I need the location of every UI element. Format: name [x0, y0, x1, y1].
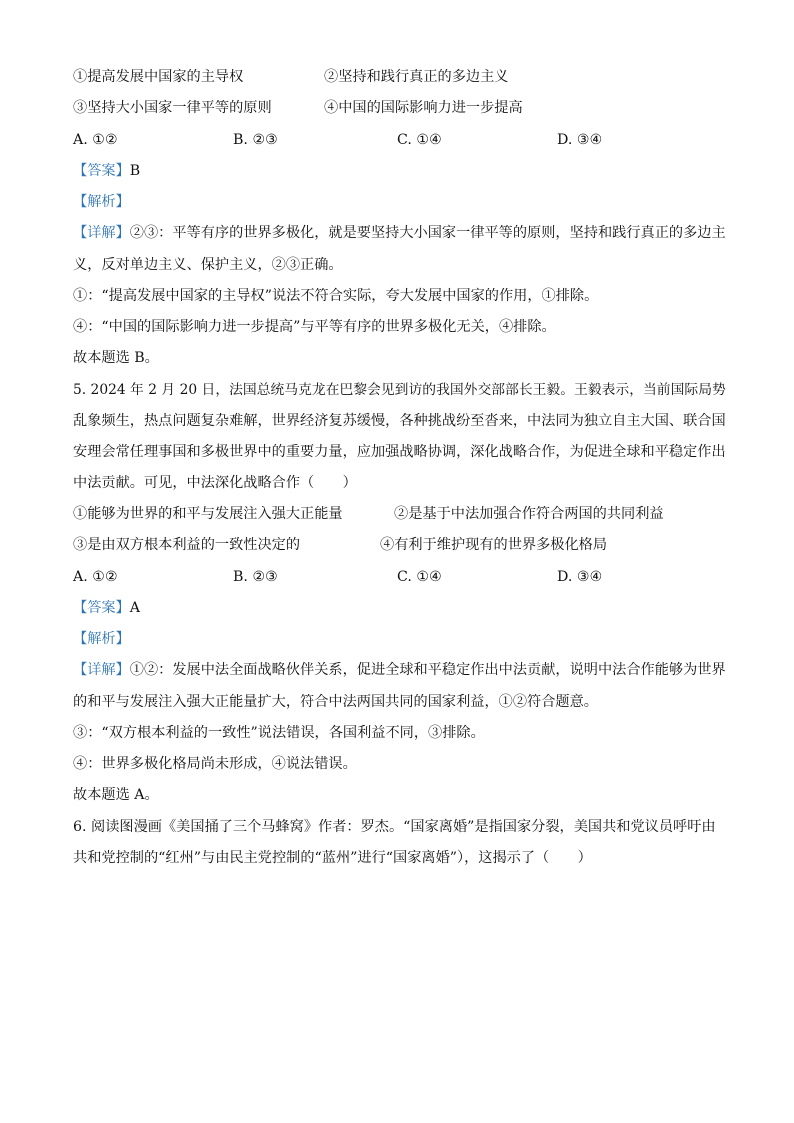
q5-detail-line: ③：“双方根本利益的一致性”说法错误，各国利益不同，③排除。 [73, 725, 485, 741]
q5-stem-line: 安理会常任理事国和多极世界中的重要力量，应加强战略协调，深化战略合作，为促进全球和平稳定作出 [73, 444, 726, 460]
analysis-tag: 【解析】 [73, 194, 130, 210]
q5-detail-line [73, 660, 726, 680]
q5-conclusion: 故本题选 A。 [73, 787, 159, 803]
answer-value: A [129, 600, 141, 616]
q4-option-a: A. ①② [73, 132, 118, 148]
q5-stem-line: 乱象频生，热点问题复杂难解，世界经济复苏缓慢，各种挑战纷至沓来，中法同为独立自主大国、联合国 [73, 413, 726, 429]
q4-choice-2: ②坚持和践行真正的多边主义 [324, 69, 509, 85]
q4-detail-line [73, 223, 726, 243]
q5-detail-line: ④：世界多极化格局尚未形成，④说法错误。 [73, 756, 357, 772]
q4-option-c: C. ①④ [397, 132, 442, 148]
detail-text: ①②：发展中法全面战略伙伴关系，促进全球和平稳定作出中法贡献，说明中法合作能够为世界 [129, 662, 726, 678]
answer-tag: 【答案】 [73, 163, 130, 179]
detail-text: ②③：平等有序的世界多极化，就是要坚持大小国家一律平等的原则，坚持和践行真正的多边主 [129, 225, 726, 241]
q5-choice-2: ②是基于中法加强合作符合两国的共同利益 [394, 506, 664, 522]
q5-detail-line: 的和平与发展注入强大正能量扩大，符合中法两国共同的国家利益，①②符合题意。 [73, 694, 598, 710]
q5-option-a: A. ①② [73, 569, 118, 585]
q4-analysis [73, 192, 130, 212]
q5-choice-1: ①能够为世界的和平与发展注入强大正能量 [73, 506, 343, 522]
q4-choice-3: ③坚持大小国家一律平等的原则 [73, 100, 272, 116]
detail-tag: 【详解】 [73, 225, 130, 241]
q4-detail-line: ①：“提高发展中国家的主导权”说法不符合实际，夸大发展中国家的作用，①排除。 [73, 288, 599, 304]
detail-tag: 【详解】 [73, 662, 130, 678]
q4-detail-line: ④：“中国的国际影响力进一步提高”与平等有序的世界多极化无关，④排除。 [73, 319, 556, 335]
q4-conclusion: 故本题选 B。 [73, 350, 159, 366]
analysis-tag: 【解析】 [73, 631, 130, 647]
q5-analysis [73, 629, 130, 649]
answer-value: B [129, 163, 141, 179]
q4-detail-line: 义，反对单边主义、保护主义，②③正确。 [73, 257, 343, 273]
q5-option-d: D. ③④ [557, 569, 603, 585]
q5-stem-line: 5. 2024 年 2 月 20 日，法国总统马克龙在巴黎会见到访的我国外交部部长王毅。王毅表示，当前国际局势 [73, 382, 726, 398]
q6-stem-line: 6. 阅读图漫画《美国捅了三个马蜂窝》作者：罗杰。“国家离婚”是指国家分裂，美国共和党议员呼吁由 [73, 819, 716, 835]
q6-stem-line: 共和党控制的“红州”与由民主党控制的“蓝州”进行“国家离婚”），这揭示了（ ） [73, 850, 592, 866]
answer-tag: 【答案】 [73, 600, 130, 616]
q4-choice-1: ①提高发展中国家的主导权 [73, 69, 244, 85]
q4-choice-4: ④中国的国际影响力进一步提高 [324, 100, 523, 116]
q4-option-d: D. ③④ [557, 132, 603, 148]
q5-choice-3: ③是由双方根本利益的一致性决定的 [73, 537, 301, 553]
q4-option-b: B. ②③ [233, 132, 278, 148]
q4-answer [73, 161, 140, 181]
q5-choice-4: ④有利于维护现有的世界多极化格局 [380, 537, 608, 553]
q5-stem-line: 中法贡献。可见，中法深化战略合作（ ） [73, 475, 357, 491]
q5-answer [73, 598, 140, 618]
q5-option-b: B. ②③ [233, 569, 278, 585]
q5-option-c: C. ①④ [397, 569, 442, 585]
